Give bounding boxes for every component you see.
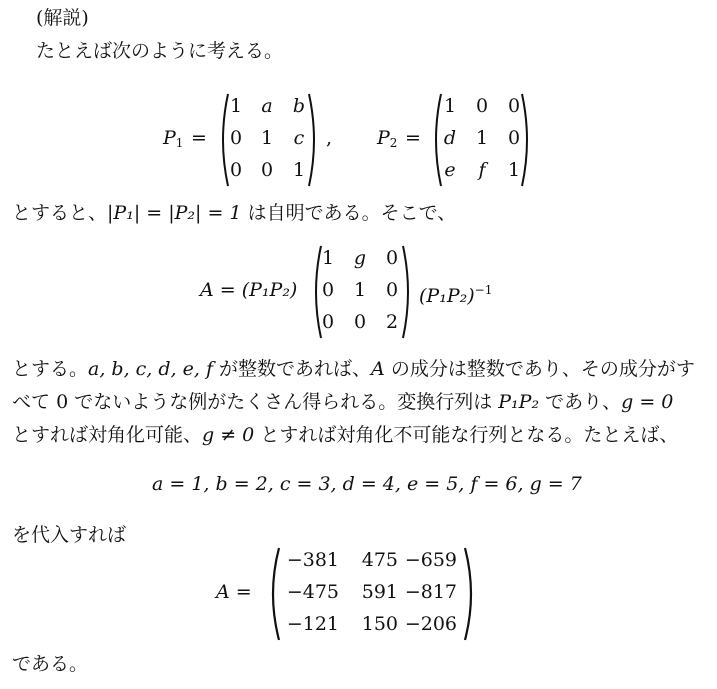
a-def-lhs: A = (P₁P₂) xyxy=(200,279,298,301)
section-heading: (解説) xyxy=(36,7,89,29)
a-def-cell: 1 xyxy=(321,247,335,269)
closing-text: である。 xyxy=(12,653,89,675)
p1-comma: , xyxy=(326,127,333,149)
a-def-cell: 2 xyxy=(385,311,399,333)
a-def-rhs: $(P_1P_2)^{-1}$ xyxy=(419,283,493,307)
intro-text: たとえば次のように考える。 xyxy=(36,40,284,62)
a-def-cell: g xyxy=(353,247,367,269)
paragraph-line-1: とする。a, b, c, d, e, f が整数であれば、A の成分は整数であり、その成分がす xyxy=(12,358,695,380)
p1-cell: 0 xyxy=(229,159,243,181)
det-post: は自明である。そこで、 xyxy=(247,202,457,224)
a-def-cell: 0 xyxy=(385,279,399,301)
det-math: |P₁| = |P₂| = 1 xyxy=(107,202,242,224)
substitute-text: を代入すれば xyxy=(12,524,127,546)
result-cell: −659 xyxy=(404,549,457,571)
p2-right-paren xyxy=(520,92,534,188)
p1-label: $P_1$ xyxy=(163,127,184,150)
p1-cell: 0 xyxy=(260,159,274,181)
p2-equals: = xyxy=(405,127,421,149)
p2-cell: 0 xyxy=(475,95,489,117)
result-cell: −475 xyxy=(286,581,339,603)
result-cell: −121 xyxy=(286,613,339,635)
result-cell: −817 xyxy=(404,581,457,603)
determinant-line xyxy=(12,201,456,225)
result-cell: −206 xyxy=(404,613,457,635)
a-def-cell: 0 xyxy=(353,311,367,333)
a-def-cell: 1 xyxy=(353,279,367,301)
p2-cell: 0 xyxy=(507,95,521,117)
p1-cell: 1 xyxy=(292,159,306,181)
paragraph-line-2: べて 0 でないような例がたくさん得られる。変換行列は P₁P₂ であり、g = 0 xyxy=(12,391,674,413)
a-def-cell: 0 xyxy=(321,279,335,301)
p1-equals: = xyxy=(191,127,207,149)
p1-cell: b xyxy=(292,95,306,117)
result-cell: 150 xyxy=(361,613,398,635)
result-lhs: A = xyxy=(216,581,252,603)
a-def-cell: 0 xyxy=(321,311,335,333)
p2-cell: e xyxy=(444,159,456,181)
p2-cell: d xyxy=(443,127,457,149)
p2-cell: f xyxy=(478,159,486,181)
a-def-cell: 0 xyxy=(385,247,399,269)
p2-cell: 1 xyxy=(443,95,457,117)
p2-cell: 1 xyxy=(507,159,521,181)
p2-cell: 1 xyxy=(475,127,489,149)
values-line: a = 1, b = 2, c = 3, d = 4, e = 5, f = 6, g = 7 xyxy=(152,473,582,495)
p1-cell: 1 xyxy=(260,127,274,149)
p1-cell: 1 xyxy=(229,95,243,117)
p1-right-paren xyxy=(307,92,321,188)
result-right-paren xyxy=(463,546,479,642)
result-cell: 591 xyxy=(361,581,398,603)
paragraph-line-3: とすれば対角化可能、g ≠ 0 とすれば対角化不可能な行列となる。たとえば、 xyxy=(12,424,679,446)
p1-cell: c xyxy=(293,127,305,149)
p1-cell: 0 xyxy=(229,127,243,149)
p2-label: $P_2$ xyxy=(377,127,398,150)
result-cell: −381 xyxy=(286,549,339,571)
p1-cell: a xyxy=(261,95,273,117)
p2-cell: 0 xyxy=(507,127,521,149)
result-cell: 475 xyxy=(361,549,398,571)
det-pre: とすると、 xyxy=(12,202,108,224)
a-def-right-paren xyxy=(401,244,415,340)
